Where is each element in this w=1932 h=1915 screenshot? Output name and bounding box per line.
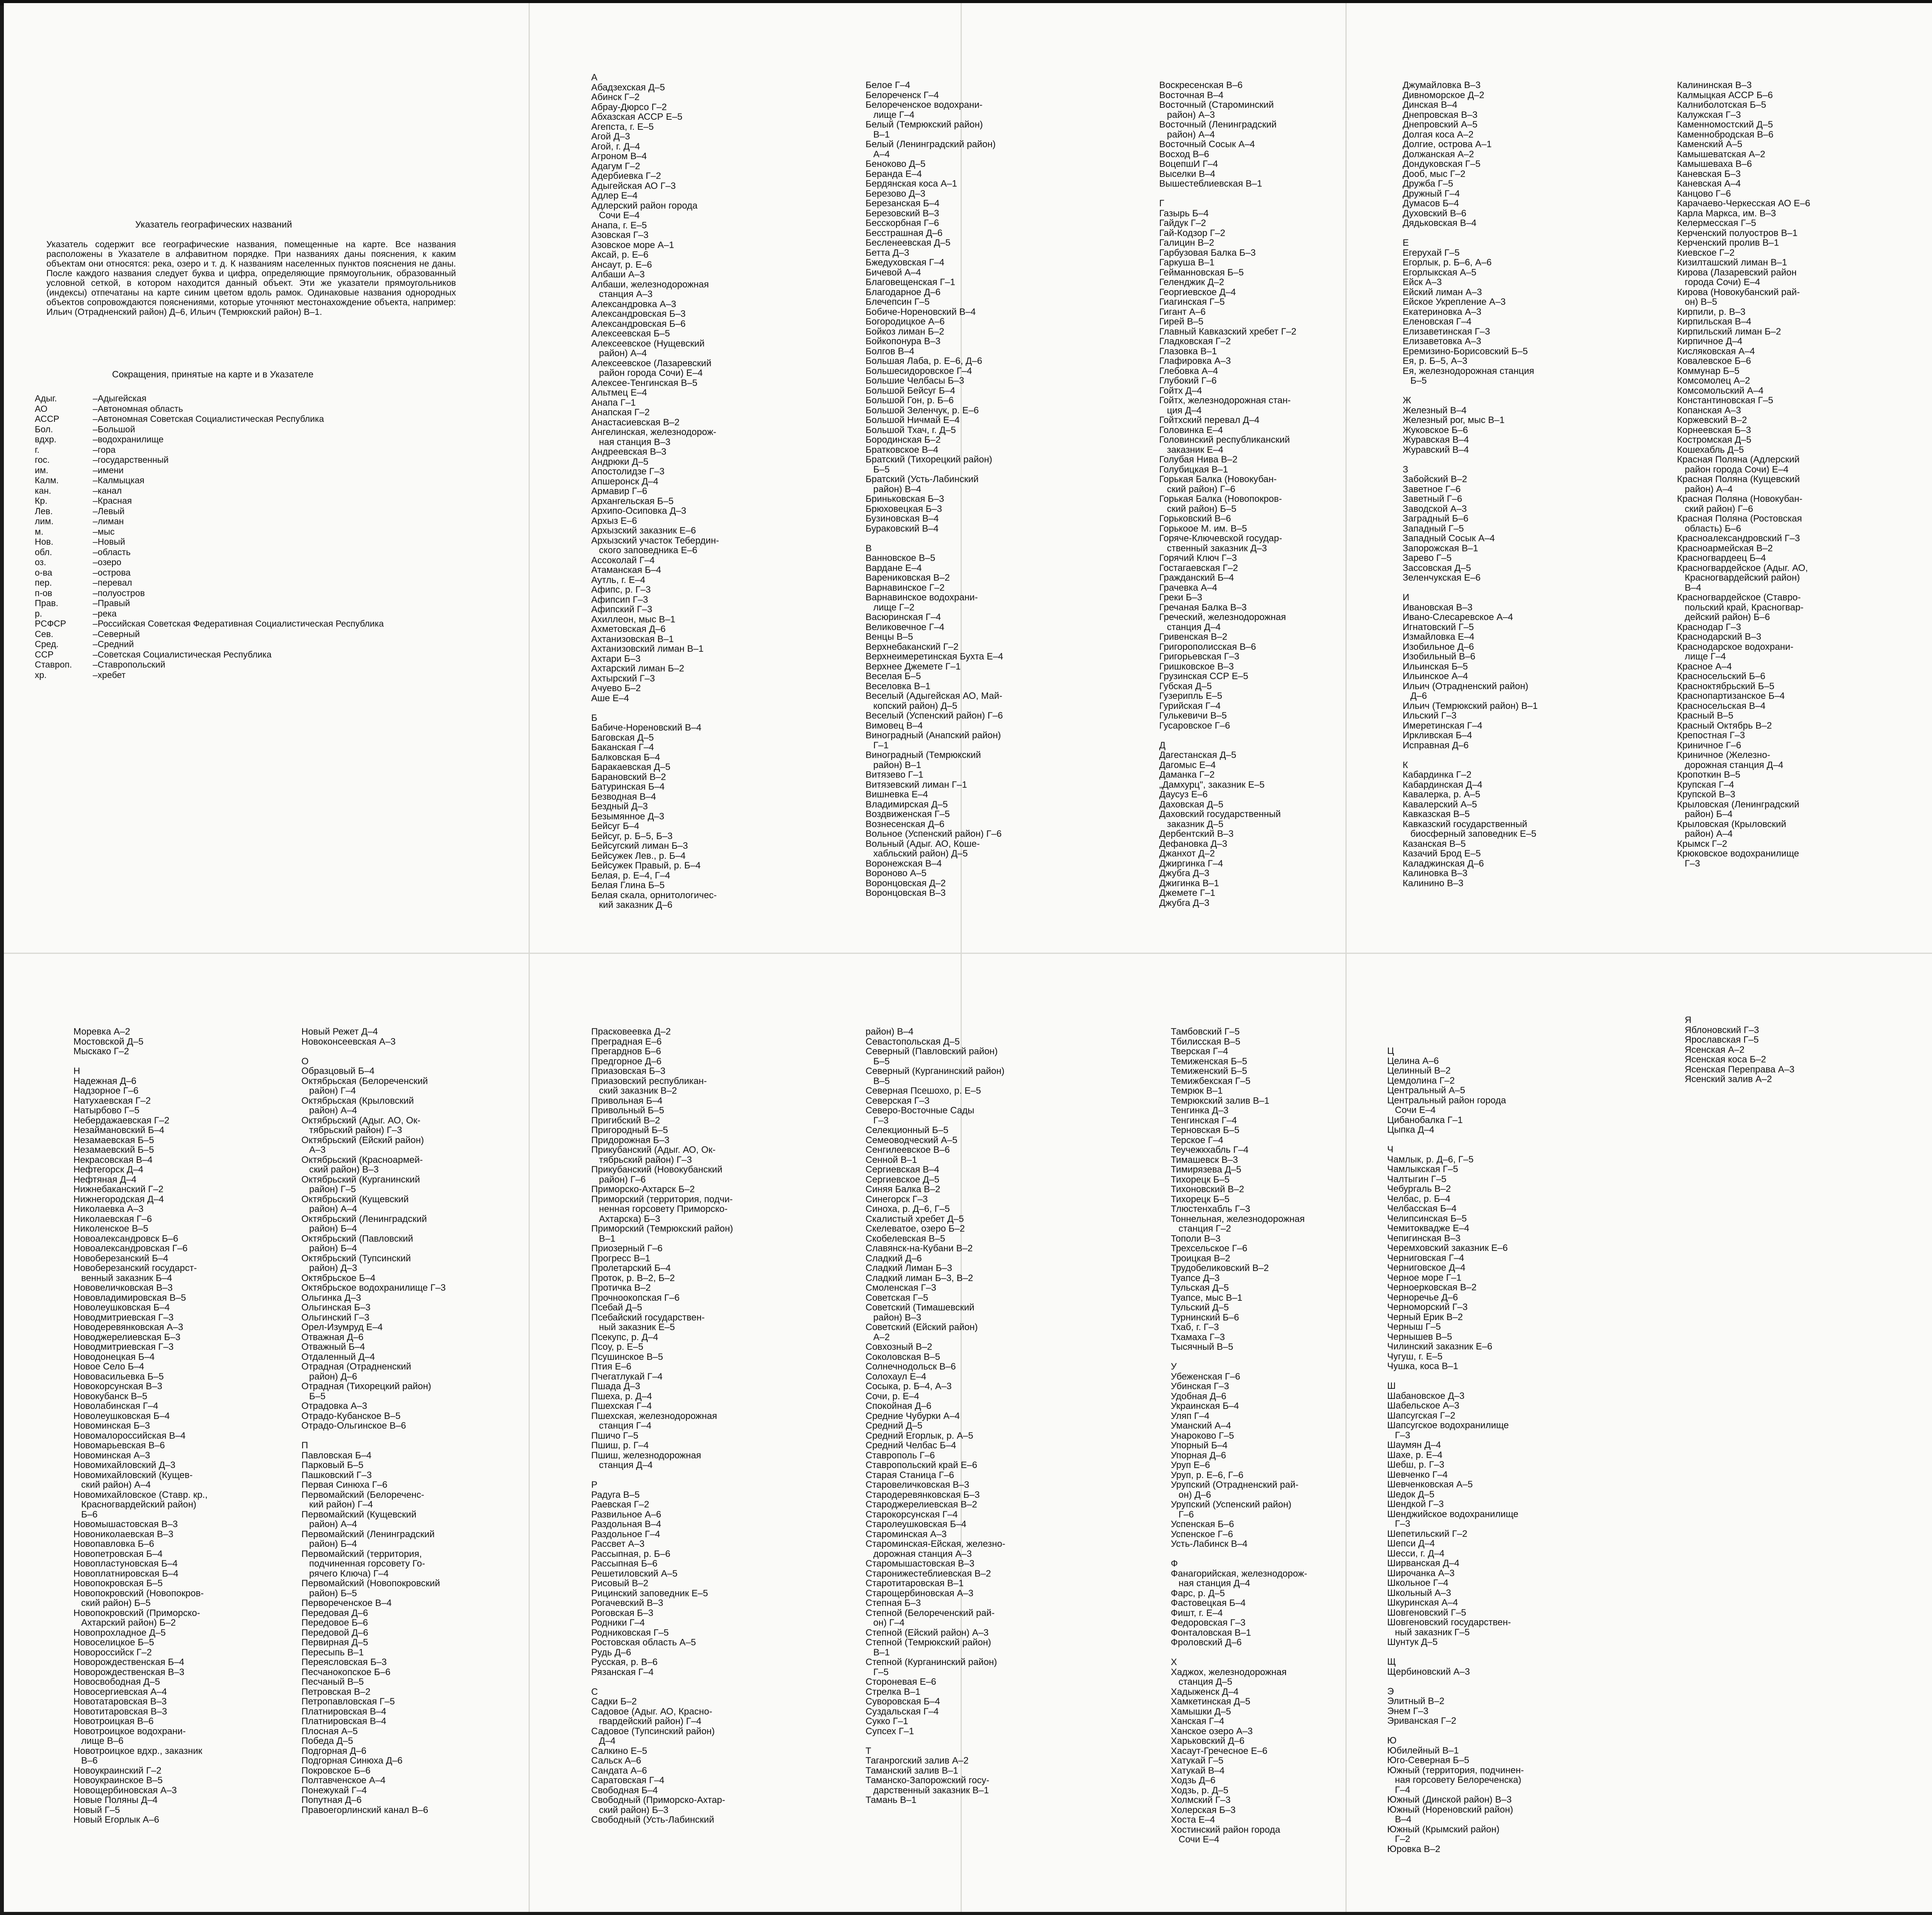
abbreviation-key: РСФСР [35, 619, 66, 629]
abbreviation-key: п-ов [35, 588, 53, 598]
abbreviation-key: Ставроп. [35, 659, 72, 669]
abbreviation-key: Кр. [35, 496, 48, 506]
abbreviation-row [35, 465, 384, 476]
abbreviation-row [35, 619, 384, 629]
abbreviation-key: оз. [35, 557, 46, 567]
abbreviation-key: р. [35, 608, 43, 619]
abbreviation-row [35, 608, 384, 619]
abbreviation-key: хр. [35, 669, 47, 680]
abbreviation-meaning: –река [93, 608, 117, 619]
abbreviation-row [35, 455, 384, 465]
abbreviation-key: Лев. [35, 506, 53, 516]
abbreviation-key: АССР [35, 414, 60, 424]
abbreviation-meaning: –канал [93, 485, 122, 496]
abbreviation-meaning: –Автономная область [93, 403, 183, 414]
abbreviation-key: г. [35, 444, 39, 455]
abbreviation-meaning: –Северный [93, 629, 140, 639]
abbreviation-meaning: –Красная [93, 496, 132, 506]
abbreviation-key: ССР [35, 649, 54, 659]
index-column: Воскресенская В–6 Восточная В–4 Восточный (Староминский район) А–3 Восточный (Ленинградский район) А–4 Восточный Сосык А–4 Восход В–6 ВоцепшИ Г–4 Выселки В–4 Вышестеблиевская В–1 Г Газырь Б–4 Гайдук Г–2 Гай-Кодзор Г–2 Галицин В–2 Гарбузовая Балка Б–3 Гаркуша В–1 Гейманновская Б–5 Геленджик Д–2 Георгиевское Д–4 Гиагинская Г–5 Гигант А–6 Гирей В–5 Главный Кавказский хребет Г–2 Гладковская Г–2 Глазовка В–1 Глафировка А–3 Глебовка А–4 Глубокий Г–6 Гойтх Д–4 Гойтх, железнодорожная стан- ция Д–4 Гойтхский перевал Д–4 Головинка Е–4 Головинский республиканский заказник Е–4 Голубая Нива В–2 Голубицкая В–1 Горькая Балка (Новокубан- ский район) Г–6 Горькая Балка (Новопокров- ский район) Б–5 Горьковский В–6 Горькоое М. им. В–5 Горяче-Ключевской государ- ственный заказник Д–3 Горячий Ключ Г–3 Гостагаевская Г–2 Гражданский Б–4 Грачевка А–4 Греки Б–3 Гречаная Балка В–3 Греческий, железнодорожная станция Д–4 Гривенская В–2 Григорополисская В–6 Григорьевская Г–3 Гришковское В–3 Грузинская ССР Е–5 Губская Д–5 Гузерипль Е–5 Гурийская Г–4 Гулькевичи В–5 Гусаровское Г–6 Д Дагестанская Д–5 Дагомыс Е–4 Даманка Г–2 „Дамхурц", заказник Е–5 Даусуз Е–6 Даховская Д–5 Даховский государственный заказник Д–5 Дербентский В–3 Дефановка Д–3 Джанхот Д–2 Джиргинка Г–4 Джубга Д–3 Джигинка В–1 Джемете Г–1 Джубга Д–3 [1159, 80, 1297, 908]
index-column: Тамбовский Г–5 Тбилисская В–5 Тверская Г–4 Темиженская Б–5 Темиженский Б–5 Темижбекская Г–5 Темрюк В–1 Темрюкский залив В–1 Тенгинка Д–3 Тенгинская Г–4 Терновская Б–5 Терское Г–4 Теучежкхабль Г–4 Тимашевск В–3 Тимирязева Д–5 Тихорецк Б–5 Тихоновский В–2 Тихорецк Б–5 Тлюстенхабль Г–3 Тоннельная, железнодорожная станция Г–2 Тополи В–3 Трехсельское Г–6 Троицкая В–2 Трудобеликовский В–2 Туапсе Д–3 Тульская Д–5 Туапсе, мыс В–1 Тульский Д–5 Турнинский Б–6 Тхаб, г. Г–3 Тхамаха Г–3 Тысячный В–5 У Убеженская Г–6 Убинская Г–3 Удобная Д–6 Украинская Б–4 Уляп Г–4 Уманский А–4 Унароково Г–5 Упорный Б–4 Упорная Д–6 Уруп Е–6 Уруп, р. Е–6, Г–6 Урупский (Отрадненский рай- он) Д–6 Урупский (Успенский район) Г–6 Успенская Б–6 Успенское Г–6 Усть-Лабинск В–4 Ф Фанагорийская, железнодорож- ная станция Д–4 Фарс, р. Д–5 Фастовецкая Б–4 Фишт, г. Е–4 Федоровская Г–3 Фонталовская В–1 Фроловский Д–6 Х Хаджох, железнодорожная станция Д–5 Хадыженск Д–4 Хамкетинская Д–5 Хамышки Д–5 Ханская Г–4 Ханское озеро А–3 Харьковский Д–6 Хасаут-Гречесное Е–6 Хатукай Г–5 Хатукай В–4 Ходзь Д–6 Ходзь, р. Д–5 Холмский Г–3 Холерская Б–3 Хоста Е–4 Хостинский район города Сочи Е–4 [1171, 1026, 1307, 1845]
index-column: район) В–4 Севастопольская Д–5 Северный (Павловский район) Б–5 Северный (Курганинский район) В–5 Северная Псешохо, р. Е–5 Северская Г–3 Северо-Восточные Сады Г–3 Селекционный Б–5 Семеоводческий А–5 Сенгилеевское В–6 Сенной В–1 Сергиевская В–4 Сергиевское Д–5 Синяя Балка В–2 Синегорск Г–3 Синоха, р. Д–6, Г–5 Скалистый хребет Д–5 Скелеватое, озеро Б–2 Скобелевская В–5 Славянск-на-Кубани В–2 Сладкий Д–6 Сладкий Лиман Б–3 Сладкий лиман Б–3, В–2 Смоленская Г–3 Советская Г–5 Советский (Тимашевский район) В–3 Советский (Ейский район) А–2 Совхозный В–2 Соколовская В–5 Солнечнодольск В–6 Солохаул Е–4 Сосыка, р. Б–4, А–3 Сочи, р. Е–4 Спокойная Д–6 Средние Чубурки А–4 Средний Д–5 Средний Егорлык, р. А–5 Средний Челбас Б–4 Ставрополь Г–6 Ставропольский край Е–6 Старая Станица Г–6 Старовеличковская В–3 Стародеревянковская Б–3 Староджерелиевская В–2 Старокорсунская Г–4 Старолеушковская Б–4 Староминская А–3 Староминская-Ейская, железно- дорожная станция А–3 Старомышастовская В–3 Старонижестеблиевская В–2 Старотитаровская В–1 Старощербиновская А–3 Степная Б–3 Степной (Белореченский рай- он) Г–4 Степной (Ейский район) А–3 Степной (Темрюкский район) В–1 Степной (Курганинский район) Г–5 Стороневая Е–6 Стрелка В–1 Суворовская Б–4 Суздальская Г–4 Сукко Г–1 Супсех Г–1 Т Таганрогский залив А–2 Таманский залив В–1 Таманско-Запорожский госу- дарственный заказник В–1 Тамань В–1 [866, 1026, 1005, 1805]
abbreviation-row [35, 598, 384, 608]
abbreviation-meaning: –водохранилище [93, 434, 164, 444]
abbreviation-meaning: –Ставропольский [93, 659, 165, 669]
index-column: Новый Режет Д–4 Новоконсеевская А–3 О Образцовый Б–4 Октябрьская (Белореченский район) Г–4 Октябрьская (Крыловский район) А–4 Октябрьский (Адыг. АО, Ок- тябрьский район) Г–3 Октябрьский (Ейский район) А–3 Октябрьский (Красноармей- ский район) В–3 Октябрьский (Курганинский район) Г–5 Октябрьский (Кущевский район) А–4 Октябрьский (Ленинградский район) Б–4 Октябрьский (Павловский район) Б–4 Октябрьский (Тупсинский район) Д–3 Октябрьское Б–4 Октябрьское водохранилище Г–3 Ольгинка Д–3 Ольгинская Б–3 Ольгинский Г–3 Орел-Изумруд Е–4 Отважная Д–6 Отважный Б–4 Отдаленный Д–4 Отрадная (Отрадненский район) Д–6 Отрадная (Тихорецкий район) Б–5 Отрадовка А–3 Отрадо-Кубанское В–5 Отрадо-Ольгинское В–6 П Павловская Б–4 Парковый Б–5 Пашковский Г–3 Первая Синюха Г–6 Первомайский (Белореченс- кий район) Г–4 Первомайский (Кущевский район) А–4 Первомайский (Ленинградский район) Б–4 Первомайский (территория, подчиненная горсовету Го- рячего Ключа) Г–4 Первомайский (Новопокровский район) Б–5 Первореченское В–4 Передовая Д–6 Передовое Б–6 Передовой Д–6 Первирная Д–5 Пересыпь В–1 Переясловская Б–3 Песчанокопское Б–6 Песчаный В–5 Петровская В–2 Петропавловская Г–5 Платнировская В–4 Платнировская В–4 Плосная А–5 Победа Д–5 Подгорная Д–6 Подгорная Синюха Д–6 Покровское Б–6 Полтавченское А–4 Понежукай Г–4 Попутная Д–6 Правоегорлинский канал В–6 [301, 1026, 446, 1815]
abbreviation-key: гос. [35, 455, 50, 465]
abbreviation-key: о-ва [35, 567, 53, 578]
abbreviation-row [35, 506, 384, 517]
index-column: Джумайловка В–3 Дивноморское Д–2 Динская В–4 Днепровская В–3 Днепровский А–5 Долгая коса А–2 Долгие, острова А–1 Должанская А–2 Дондуковская Г–5 Дооб, мыс Г–2 Дружба Г–5 Дружный Г–4 Думасов Б–4 Духовский В–6 Дядьковская В–4 Е Егерухай Г–5 Егорлык, р. Б–6, А–6 Егорлыкская А–5 Ейск А–3 Ейский лиман А–3 Ейское Укрепление А–3 Екатериновка А–3 Еленовская Г–4 Елизаветинская Г–3 Елизаветовка А–3 Еремизино-Борисовский Б–5 Ея, р. Б–5, А–3 Ея, железнодорожная станция Б–5 Ж Железный В–4 Железный рог, мыс В–1 Жуковское Б–6 Журавская В–4 Журавский В–4 З Забойский В–2 Заветное Г–6 Заветный Г–6 Заводской А–3 Заградный Б–6 Западный Г–5 Западный Сосык А–4 Запорожская В–1 Зарево Г–5 Зассовская Д–5 Зеленчукская Е–6 И Ивановская В–3 Ивано-Слесаревское А–4 Игнатовский Г–5 Измайловка Е–4 Изобильное Д–6 Изобильный В–6 Ильинская Б–5 Ильинское А–4 Ильич (Отрадненский район) Д–6 Ильич (Темрюкский район) В–1 Ильский Г–3 Имеретинская Г–4 Иркливская Б–4 Исправная Д–6 К Кабардинка Г–2 Кабардинская Д–4 Кавалерка, р. А–5 Кавалерский А–5 Кавказская В–5 Кавказский государственный биосферный заповедник Е–5 Казанская В–5 Казачий Брод Е–5 Каладжинская Д–6 Калиновка В–3 Калинино В–3 [1403, 80, 1538, 889]
abbreviations-title: Сокращения, принятые на карте и в Указателе [112, 369, 314, 380]
abbreviation-row [35, 393, 384, 404]
abbreviation-key: Сред. [35, 639, 59, 649]
abbreviation-row [35, 578, 384, 588]
fold-line [529, 3, 530, 1912]
abbreviation-key: м. [35, 526, 44, 537]
index-column: Прасковеевка Д–2 Преградная Е–6 Прегарднов Б–6 Предгорное Д–6 Приазовская Б–3 Приазовский республикан- ский заказник В–2 Привольная Б–4 Привольный Б–5 Пригибский В–2 Пригородный Б–5 Придорожная Б–3 Прикубанский (Адыг. АО, Ок- тябрьский район) Г–3 Прикубанский (Новокубанский район) Г–6 Приморско-Ахтарск Б–2 Приморский (территория, подчи- ненная горсовету Приморско- Ахтарска) Б–3 Приморский (Темрюкский район) В–1 Приозерный Г–6 Прогресс В–1 Пролетарский Б–4 Проток, р. В–2, Б–2 Протичка В–2 Прочноокопская Г–6 Псебай Д–5 Псебайский государствен- ный заказник Е–5 Псекупс, р. Д–4 Псоу, р. Е–5 Псушинское В–5 Птия Е–6 Пчегатлукай Г–4 Пшада Д–3 Пшеха, р. Д–4 Пшехская Г–4 Пшехская, железнодорожная станция Г–4 Пшичо Г–5 Пшиш, р. Г–4 Пшиш, железнодорожная станция Д–4 Р Радуга В–5 Раевская Г–2 Развильное А–6 Раздольная В–4 Раздольное Г–4 Рассвет А–3 Рассыпная, р. Б–6 Рассыпная Б–6 Решетиловский А–5 Рисовый В–2 Рицинский заповедник Е–5 Рогачевский В–3 Роговская Б–3 Родники Г–4 Родниковская Г–5 Ростовская область А–5 Рудь Д–6 Русская, р. В–6 Рязанская Г–4 С Садки Б–2 Садовое (Адыг. АО, Красно- гвардейский район) Г–4 Садовое (Тупсинский район) Д–4 Салкино Е–5 Сальск А–6 Сандата А–6 Саратовская Г–4 Свободная Б–4 Свободный (Приморско-Ахтар- ский район) Б–3 Свободный (Усть-Лабинский [591, 1026, 733, 1825]
abbreviation-row [35, 649, 384, 660]
abbreviation-meaning: –мыс [93, 526, 115, 537]
abbreviation-row [35, 557, 384, 568]
abbreviation-meaning: –Калмыцкая [93, 475, 145, 485]
index-column: А Абадзехская Д–5 Абинск Г–2 Абрау-Дюрсо Г–2 Абхазская АССР Е–5 Агепста, г. Е–5 Агой Д–3 Агой, г. Д–4 Агроном В–4 Адагум Г–2 Адербиевка Г–2 Адыгейская АО Г–3 Адлер Е–4 Адлерский район города Сочи Е–4 Анапа, г. Е–5 Азовская Г–3 Азовское море А–1 Аксай, р. Е–6 Ансаут, р. Е–6 Албаши А–3 Албаши, железнодорожная станция А–3 Александровка А–3 Александровская Б–3 Александровская Б–6 Алексеевская Б–5 Алексеевское (Нущевский район) А–4 Алексеевское (Лазаревский район города Сочи) Е–4 Алексее-Тенгинская В–5 Альтмец Е–4 Анапа Г–1 Анапская Г–2 Анастасиевская В–2 Ангелинская, железнодорож- ная станция В–3 Андреевская В–3 Андрюки Д–5 Апостолидзе Г–3 Апшеронск Д–4 Армавир Г–6 Архангельская Б–5 Архипо-Осиповка Д–3 Архыз Е–6 Архызский заказник Е–6 Архызский участок Тебердин- ского заповедника Е–6 Ассоколай Г–4 Атаманская Б–4 Аутль, г. Е–4 Афипс, р. Г–3 Афипсип Г–3 Афипский Г–3 Ахиллеон, мыс В–1 Ахметовская Д–6 Ахтанизовская В–1 Ахтанизовский лиман В–1 Ахтари Б–3 Ахтарский лиман Б–2 Ахтырский Г–3 Ачуево Б–2 Аше Е–4 Б Бабиче-Нореновский В–4 Баговская Д–5 Баканская Г–4 Балковская Б–4 Баракаевская Д–5 Барановский В–2 Батуринская Б–4 Безводная В–4 Бездный Д–3 Безымянное Д–3 Бейсуг Б–4 Бейсуг, р. Б–5, Б–3 Бейсугский лиман Б–3 Бейсужек Лев., р. Б–4 Бейсужек Правый, р. Б–4 Белая, р. Е–4, Г–4 Белая Глина Б–5 Белая скала, орнитологичес- кий заказник Д–6 [591, 72, 719, 910]
abbreviation-meaning: –Средний [93, 639, 134, 649]
abbreviation-meaning: –лиман [93, 516, 124, 526]
abbreviation-meaning: –Советская Социалистическая Республика [93, 649, 272, 659]
abbreviation-meaning: –хребет [93, 669, 126, 680]
fold-line [4, 953, 1932, 954]
abbreviation-key: Сев. [35, 629, 54, 639]
abbreviation-row [35, 670, 384, 680]
abbreviation-row [35, 404, 384, 414]
index-sheet [4, 3, 1932, 1912]
abbreviation-key: Адыг. [35, 393, 57, 403]
abbreviation-key: Калм. [35, 475, 59, 485]
abbreviation-meaning: –Новый [93, 537, 125, 547]
abbreviation-row [35, 659, 384, 670]
abbreviation-key: лим. [35, 516, 54, 526]
abbreviation-meaning: –озеро [93, 557, 121, 567]
abbreviation-row [35, 475, 384, 486]
fold-line [1345, 3, 1347, 1912]
abbreviation-row [35, 588, 384, 598]
index-column: Калининская В–3 Калмыцкая АССР Б–6 Калниболотская Б–5 Калужская Г–3 Каменномостский Д–5 Каменнобродская В–6 Каменский А–5 Камышеватская А–2 Камышеваха В–6 Каневская Б–3 Каневская А–4 Канцово Г–6 Карачаево-Черкесская АО Е–6 Карла Маркса, им. В–3 Келермесская Г–5 Керченский полуостров В–1 Керченский пролив В–1 Киевское Г–2 Кизилташский лиман В–1 Кирова (Лазаревский район города Сочи) Е–4 Кирова (Новокубанский рай- он) В–5 Кирпили, р. В–3 Кирпильская В–4 Кирпильский лиман Б–2 Кирпичное Д–4 Кисляковская А–4 Ковалевское Б–6 Коммунар Б–5 Комсомолец А–2 Комсомольский А–4 Константиновская Г–5 Копанская А–3 Коржевский В–2 Корнеевская Б–3 Костромская Д–5 Кошехабль Д–5 Красная Поляна (Адлерский район города Сочи) Е–4 Красная Поляна (Кущевский район) А–4 Красная Поляна (Новокубан- ский район) Г–6 Красная Поляна (Ростовская область) Б–6 Красноалександровский Г–3 Красноармейская В–2 Красногвардеец Б–4 Красногвардейское (Адыг. АО, Красногвардейский район) В–4 Красногвардейское (Ставро- польский край, Красногвар- дейский район) Б–6 Краснодар Г–3 Краснодарский В–3 Краснодарское водохрани- лище Г–4 Красное А–4 Красносельский Б–6 Красноктябрьский Б–5 Краснопартизанское Б–4 Красносельская В–4 Красный В–5 Красный Октябрь В–2 Крепостная Г–3 Криничное Г–6 Криничное (Железно- дорожная станция Д–4 Кропоткин В–5 Крупская Г–4 Крупской В–3 Крыловская (Ленинградский район) Б–4 Крыловская (Крыловский район) А–4 Крымск Г–2 Крюковское водохранилище Г–3 [1677, 80, 1810, 869]
abbreviation-row [35, 568, 384, 578]
abbreviation-key: им. [35, 465, 49, 475]
abbreviation-key: Бол. [35, 424, 53, 434]
abbreviation-meaning: –перевал [93, 578, 132, 588]
index-intro-text: Указатель содержит все географические названия, помещенные на карте. Все названия расположены в Указателе в алфавитном порядке. При названиях даны пояснения, к каким объектам они относятся: река, озеро и т. д. К названиям населенных пунктов пояснения не даны. После каждого названия следует буква и цифра, определяющие прямоугольник, образованный условной сеткой, в котором находится данный объект. Эти же указатели прямоугольников (индексы) отпечатаны на карте синим цветом вдоль рамок. Одинаковые названия однородных объектов сопровождаются пояснениями, которые уточняют местонахождение объекта, например: Ильич (Отрадненский район) Д–6, Ильич (Темрюкский район) В–1. [46, 239, 456, 317]
index-column: Моревка А–2 Мостовской Д–5 Мыскако Г–2 Н Надежная Д–6 Надзорное Г–6 Натухаевская Г–2 Натырбово Г–5 Небердажаевская Г–2 Незаймановский Б–4 Незамаевская Б–5 Незамаевский Б–5 Некрасовская В–4 Нефтегорск Д–4 Нефтяная Д–4 Нижнебаканский Г–2 Нижнегородская Д–4 Николаевка А–3 Николаевская Г–6 Николенское В–5 Новоалександровск Б–6 Новоалександровская Г–6 Новоберезанский Б–4 Новоберезанский государст- венный заказник Б–4 Нововеличковская В–3 Нововладимировская В–5 Новолеушковская Б–4 Новодмитриевская Г–3 Новодеревянковская А–3 Новоджерелиевская Б–3 Новодмитриевская Г–3 Новодонецкая Б–4 Новое Село Б–4 Нововасильевка Б–5 Новокорсунская В–3 Новокубанск В–5 Новолабинская Г–4 Новолеушковская Б–4 Новоминская Б–3 Новомалороссийская В–4 Новомарьевская В–6 Новоминская А–3 Новомихайловский Д–3 Новомихайловский (Кущев- ский район) А–4 Новомихайловское (Ставр. кр., Красногвардейский район) Б–6 Новомышастовская В–3 Новониколаевская В–3 Новопавловка Б–6 Новопетровская Б–4 Новопластуновская Б–4 Новоплатнировская Б–4 Новопокровская Б–5 Новопокровский (Новопокров- ский район) Б–5 Новопокровский (Приморско- Ахтарский район) Б–2 Новопрохладное Д–5 Новоселицкое Б–5 Новороссийск Г–2 Новорождественская Б–4 Новорождественская В–3 Новосвободная Д–5 Новосергиевская А–4 Новотатаровская В–3 Новотитаровская В–3 Новотроицкая В–6 Новотроицкое водохрани- лище В–6 Новотроицкое вдхр., заказник В–6 Новоукраинский Г–2 Новоукраинское В–5 Новощербиновская А–3 Новые Поляны Д–4 Новый Г–5 Новый Егорлык А–6 [73, 1026, 208, 1825]
abbreviation-meaning: –Автономная Советская Социалистическая Республика [93, 414, 324, 424]
abbreviations-table [35, 393, 384, 680]
abbreviation-meaning: –острова [93, 567, 131, 578]
abbreviation-key: кан. [35, 485, 51, 496]
index-column: Белое Г–4 Белореченск Г–4 Белореченское водохрани- лище Г–4 Белый (Темрюкский район) В–1 Белый (Ленинградский район) А–4 Беноково Д–5 Беранда Е–4 Бердянская коса А–1 Березово Д–3 Березанская Б–4 Березовский В–3 Бесскорбная Г–6 Бесстрашная Д–6 Бесленеевская Д–5 Бетта Д–3 Бжедуховская Г–4 Бичевой А–4 Благовещенская Г–1 Благодарное Д–6 Блечепсин Г–5 Бобиче-Нореновский В–4 Богородицкое А–6 Бойкоз лиман Б–2 Бойкопонура В–3 Болгов В–4 Большая Лаба, р. Е–6, Д–6 Большесидоровское Г–4 Большие Челбасы Б–3 Большой Бейсуг Б–4 Большой Гон, р. Б–6 Большой Зеленчук, р. Е–6 Большой Ничмай Е–4 Большой Тхач, г. Д–5 Бородинская Б–2 Братковское В–4 Братский (Тихорецкий район) Б–5 Братский (Усть-Лабинский район) В–4 Бриньковская Б–3 Брюховецкая Б–3 Бузиновская В–4 Бураковский В–4 В Ванновское В–5 Вардане Е–4 Варениковская В–2 Варнавинское Г–2 Варнавинское водохрани- лище Г–2 Васюринская Г–4 Великовечное Г–4 Венцы В–5 Верхнебаканский Г–2 Верхнеимеретинская Бухта Е–4 Верхнее Джемете Г–1 Веселая Б–5 Веселовка В–1 Веселый (Адыгейская АО, Май- копский район) Д–5 Веселый (Успенский район) Г–6 Вимовец В–4 Виноградный (Анапский район) Г–1 Виноградный (Темрюкский район) В–1 Витязево Г–1 Витязевский лиман Г–1 Вишневка Е–4 Владимирская Д–5 Воздвиженская Г–5 Вознесенская Д–6 Вольное (Успенский район) Г–6 Вольный (Адыг. АО, Коше- хабльский район) Д–5 Воронежская В–4 Вороново А–5 Воронцовская Д–2 Воронцовская В–3 [866, 80, 1003, 898]
abbreviation-meaning: –гора [93, 444, 116, 455]
index-title: Указатель географических названий [135, 219, 292, 230]
abbreviation-key: пер. [35, 578, 52, 588]
abbreviation-row [35, 486, 384, 496]
abbreviation-row [35, 445, 384, 455]
abbreviation-meaning: –Адыгейская [93, 393, 146, 403]
abbreviation-row [35, 516, 384, 527]
abbreviation-key: АО [35, 403, 48, 414]
abbreviation-meaning: –Правый [93, 598, 130, 608]
abbreviation-key: Нов. [35, 537, 54, 547]
index-column: Ц Целина А–6 Целинный В–2 Цемдолина Г–2 Центральный А–5 Центральный район города Сочи Е–4 Цибанобалка Г–1 Цыпка Д–4 Ч Чамлык, р. Д–6, Г–5 Чамлыкская Г–5 Чалтыгин Г–5 Чебургаль В–2 Челбас, р. Б–4 Челбасская Б–4 Челипсинская Б–5 Чемитоквадже Е–4 Чепигинская В–3 Черемховский заказник Е–6 Черниговская Г–4 Черниговское Д–4 Черное море Г–1 Черноерковская В–2 Черноречье Д–6 Черноморский Г–3 Черный Ерик В–2 Черныш Г–5 Чернышев В–5 Чилинский заказник Е–6 Чугуш, г. Е–5 Чушка, коса В–1 Ш Шабановское Д–3 Шабельское А–3 Шапсугская Г–2 Шапсугское водохранилище Г–3 Шаумян Д–4 Шахе, р. Е–4 Шебш, р. Г–3 Шевченко Г–4 Шевченковская А–5 Шедок Д–5 Шендкой Г–3 Шенджийское водохранилище Г–3 Шепетильский Г–2 Шепси Д–4 Шесси, г. Д–4 Ширванская Д–4 Широчанка А–3 Школьное Г–4 Школьный А–3 Шкуринская А–4 Шовгеновский Г–5 Шовгеновский государствен- ный заказник Г–5 Шунтук Д–5 Щ Щербиновский А–3 Э Элитный В–2 Энем Г–3 Эриванская Г–2 Ю Юбилейный В–1 Юго-Северная Б–5 Южный (территория, подчинен- ная горсовету Белореченска) Г–4 Южный (Динской район) В–3 Южный (Нореновский район) В–4 Южный (Крымский район) Г–2 Юровка В–2 [1387, 1046, 1524, 1854]
abbreviation-meaning: –область [93, 547, 131, 557]
abbreviation-key: обл. [35, 547, 52, 557]
abbreviation-row [35, 629, 384, 639]
abbreviation-key: Прав. [35, 598, 58, 608]
abbreviation-row [35, 424, 384, 435]
abbreviation-row [35, 414, 384, 424]
abbreviation-meaning: –имени [93, 465, 124, 475]
index-column: Я Яблоновский Г–3 Ярославская Г–5 Ясенская А–2 Ясенская коса Б–2 Ясенская Переправа А–3 Ясенский залив А–2 [1685, 1015, 1795, 1084]
abbreviation-key: вдхр. [35, 434, 57, 444]
abbreviation-row [35, 537, 384, 547]
abbreviation-meaning: –Российская Советская Федеративная Социалистическая Республика [93, 619, 384, 629]
abbreviation-meaning: –Большой [93, 424, 135, 434]
abbreviation-row [35, 434, 384, 445]
abbreviation-meaning: –государственный [93, 455, 169, 465]
abbreviation-meaning: –полуостров [93, 588, 145, 598]
abbreviation-row [35, 547, 384, 557]
abbreviation-row [35, 496, 384, 506]
abbreviation-row [35, 527, 384, 537]
abbreviation-row [35, 639, 384, 649]
abbreviation-meaning: –Левый [93, 506, 125, 516]
